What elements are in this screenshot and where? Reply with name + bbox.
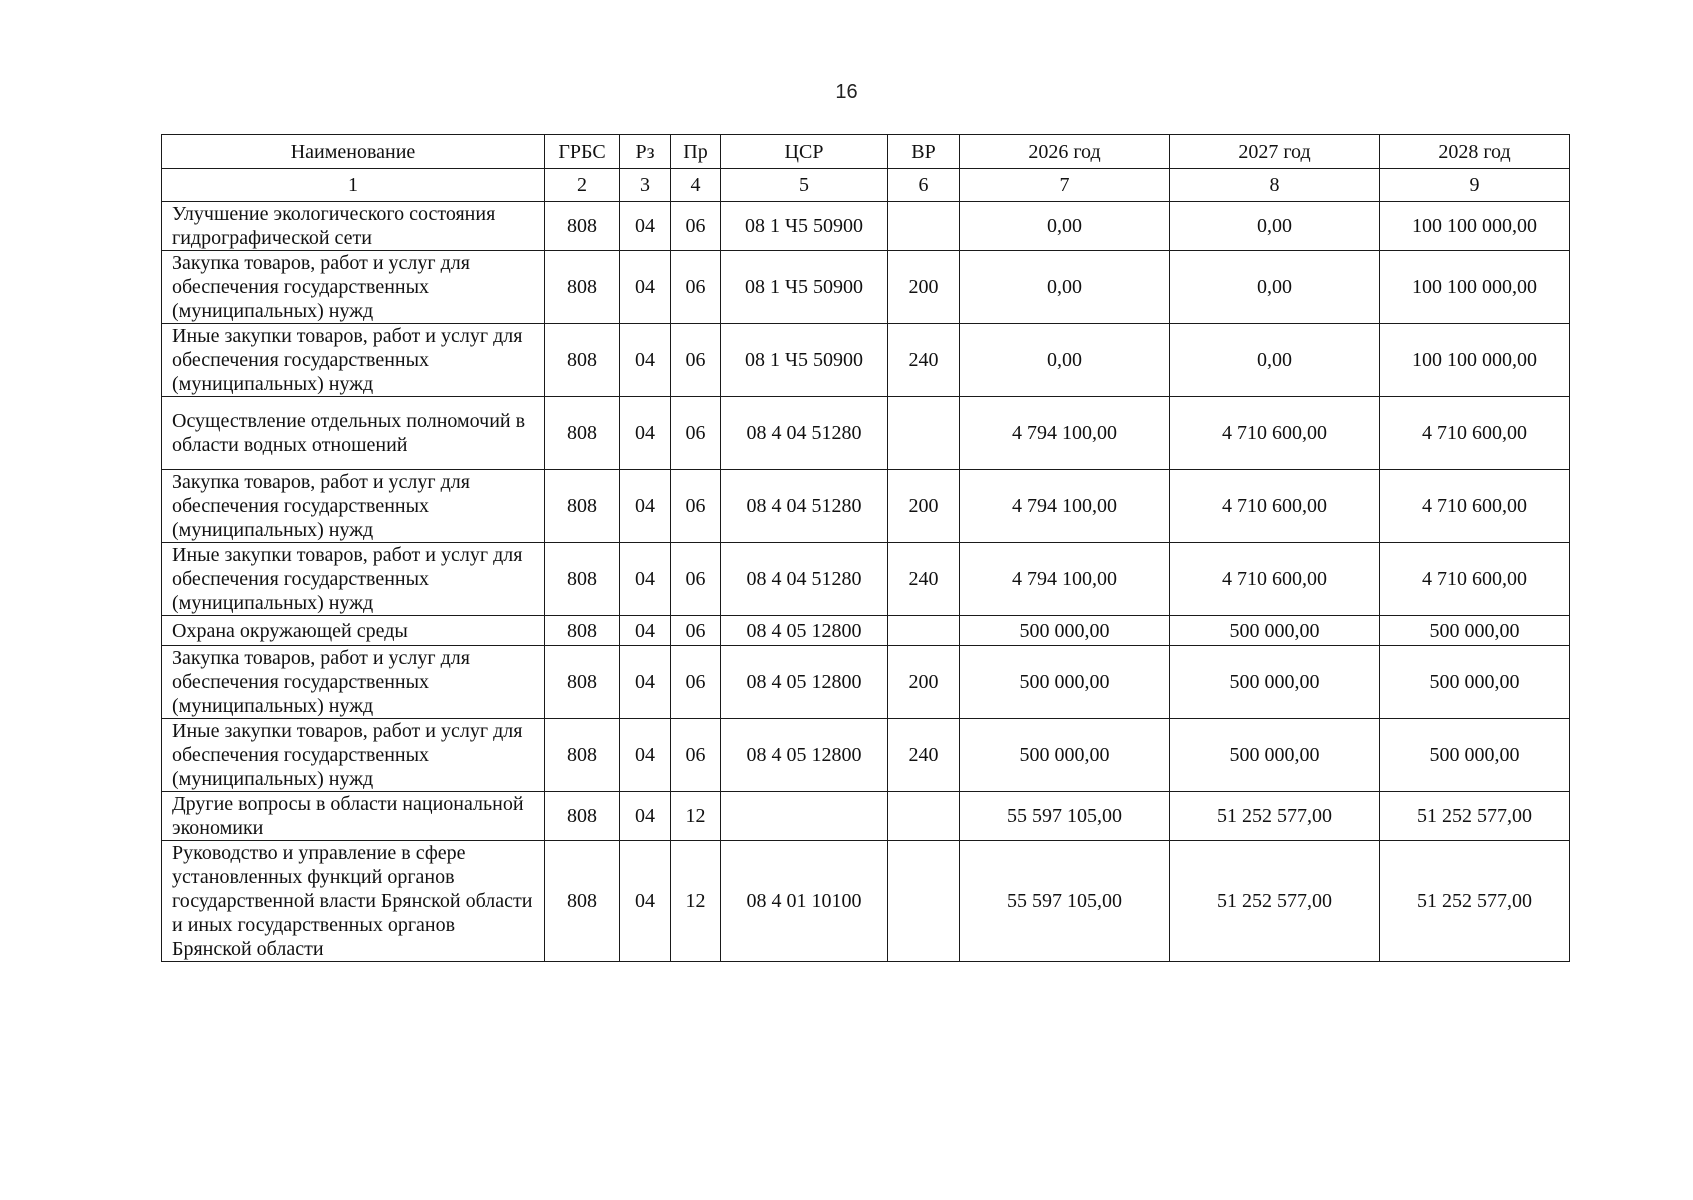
cell-rz: 04	[620, 792, 671, 841]
cell-grbs: 808	[545, 251, 620, 324]
header-pr: Пр	[671, 135, 721, 169]
cell-name: Руководство и управление в сфере установленных функций органов государственной власти Брянской области и иных государственных органов Брянской области	[162, 841, 545, 962]
table-row	[162, 251, 1570, 324]
column-number: 3	[620, 169, 671, 202]
header-grbs: ГРБС	[545, 135, 620, 169]
cell-grbs: 808	[545, 616, 620, 646]
cell-pr: 06	[671, 646, 721, 719]
cell-2026: 55 597 105,00	[960, 841, 1170, 962]
cell-2026: 0,00	[960, 202, 1170, 251]
cell-name: Иные закупки товаров, работ и услуг для обеспечения государственных (муниципальных) нужд	[162, 543, 545, 616]
cell-2028: 500 000,00	[1380, 616, 1570, 646]
cell-csr: 08 4 04 51280	[721, 470, 888, 543]
cell-2028: 4 710 600,00	[1380, 543, 1570, 616]
cell-pr: 06	[671, 470, 721, 543]
cell-csr: 08 4 05 12800	[721, 646, 888, 719]
cell-pr: 06	[671, 397, 721, 470]
header-2026: 2026 год	[960, 135, 1170, 169]
cell-name: Иные закупки товаров, работ и услуг для обеспечения государственных (муниципальных) нужд	[162, 324, 545, 397]
cell-2027: 51 252 577,00	[1170, 792, 1380, 841]
cell-grbs: 808	[545, 719, 620, 792]
cell-csr: 08 1 Ч5 50900	[721, 251, 888, 324]
cell-2026: 0,00	[960, 324, 1170, 397]
cell-2027: 4 710 600,00	[1170, 543, 1380, 616]
cell-csr: 08 1 Ч5 50900	[721, 202, 888, 251]
cell-grbs: 808	[545, 792, 620, 841]
table-row	[162, 324, 1570, 397]
column-number: 4	[671, 169, 721, 202]
cell-2026: 4 794 100,00	[960, 543, 1170, 616]
cell-vr: 240	[888, 719, 960, 792]
cell-rz: 04	[620, 397, 671, 470]
budget-table	[161, 134, 1570, 962]
cell-vr: 240	[888, 324, 960, 397]
cell-2028: 100 100 000,00	[1380, 202, 1570, 251]
cell-2026: 500 000,00	[960, 719, 1170, 792]
cell-name: Закупка товаров, работ и услуг для обеспечения государственных (муниципальных) нужд	[162, 251, 545, 324]
cell-2027: 51 252 577,00	[1170, 841, 1380, 962]
cell-2028: 51 252 577,00	[1380, 792, 1570, 841]
cell-csr: 08 1 Ч5 50900	[721, 324, 888, 397]
cell-rz: 04	[620, 324, 671, 397]
column-number: 2	[545, 169, 620, 202]
cell-2027: 4 710 600,00	[1170, 470, 1380, 543]
column-number: 6	[888, 169, 960, 202]
cell-pr: 12	[671, 841, 721, 962]
cell-name: Охрана окружающей среды	[162, 616, 545, 646]
cell-2027: 500 000,00	[1170, 646, 1380, 719]
cell-rz: 04	[620, 251, 671, 324]
cell-2026: 500 000,00	[960, 646, 1170, 719]
table-row	[162, 841, 1570, 962]
column-number: 1	[162, 169, 545, 202]
cell-2026: 4 794 100,00	[960, 470, 1170, 543]
cell-csr: 08 4 04 51280	[721, 543, 888, 616]
cell-vr	[888, 202, 960, 251]
cell-rz: 04	[620, 646, 671, 719]
cell-grbs: 808	[545, 470, 620, 543]
header-rz: Рз	[620, 135, 671, 169]
cell-rz: 04	[620, 543, 671, 616]
table-header-row	[162, 135, 1570, 169]
cell-grbs: 808	[545, 543, 620, 616]
cell-vr	[888, 397, 960, 470]
cell-vr	[888, 616, 960, 646]
cell-rz: 04	[620, 616, 671, 646]
cell-2027: 500 000,00	[1170, 616, 1380, 646]
column-number: 9	[1380, 169, 1570, 202]
cell-pr: 06	[671, 251, 721, 324]
table-row	[162, 202, 1570, 251]
cell-pr: 06	[671, 202, 721, 251]
cell-grbs: 808	[545, 646, 620, 719]
header-vr: ВР	[888, 135, 960, 169]
table-row	[162, 616, 1570, 646]
column-numbers-row	[162, 169, 1570, 202]
cell-rz: 04	[620, 202, 671, 251]
table-body	[162, 169, 1570, 962]
cell-rz: 04	[620, 719, 671, 792]
cell-2027: 500 000,00	[1170, 719, 1380, 792]
cell-2028: 4 710 600,00	[1380, 397, 1570, 470]
cell-2026: 0,00	[960, 251, 1170, 324]
cell-2028: 100 100 000,00	[1380, 324, 1570, 397]
cell-csr: 08 4 01 10100	[721, 841, 888, 962]
cell-csr: 08 4 05 12800	[721, 616, 888, 646]
cell-vr	[888, 841, 960, 962]
cell-rz: 04	[620, 841, 671, 962]
cell-2026: 4 794 100,00	[960, 397, 1170, 470]
cell-pr: 06	[671, 719, 721, 792]
table-row	[162, 719, 1570, 792]
cell-pr: 06	[671, 616, 721, 646]
cell-csr: 08 4 05 12800	[721, 719, 888, 792]
cell-grbs: 808	[545, 324, 620, 397]
cell-2028: 500 000,00	[1380, 719, 1570, 792]
table-row	[162, 792, 1570, 841]
cell-vr	[888, 792, 960, 841]
cell-2027: 0,00	[1170, 324, 1380, 397]
cell-grbs: 808	[545, 202, 620, 251]
cell-csr: 08 4 04 51280	[721, 397, 888, 470]
cell-name: Закупка товаров, работ и услуг для обеспечения государственных (муниципальных) нужд	[162, 470, 545, 543]
header-2028: 2028 год	[1380, 135, 1570, 169]
cell-vr: 200	[888, 470, 960, 543]
cell-2026: 55 597 105,00	[960, 792, 1170, 841]
header-csr: ЦСР	[721, 135, 888, 169]
cell-2028: 500 000,00	[1380, 646, 1570, 719]
header-2027: 2027 год	[1170, 135, 1380, 169]
cell-name: Закупка товаров, работ и услуг для обеспечения государственных (муниципальных) нужд	[162, 646, 545, 719]
cell-pr: 06	[671, 324, 721, 397]
cell-2026: 500 000,00	[960, 616, 1170, 646]
cell-grbs: 808	[545, 397, 620, 470]
cell-pr: 06	[671, 543, 721, 616]
cell-rz: 04	[620, 470, 671, 543]
column-number: 8	[1170, 169, 1380, 202]
cell-vr: 200	[888, 251, 960, 324]
cell-name: Улучшение экологического состояния гидрографической сети	[162, 202, 545, 251]
cell-name: Иные закупки товаров, работ и услуг для обеспечения государственных (муниципальных) нужд	[162, 719, 545, 792]
cell-name: Другие вопросы в области национальной экономики	[162, 792, 545, 841]
table-row	[162, 397, 1570, 470]
cell-2028: 4 710 600,00	[1380, 470, 1570, 543]
table-row	[162, 543, 1570, 616]
cell-2027: 0,00	[1170, 251, 1380, 324]
table-row	[162, 470, 1570, 543]
header-name: Наименование	[162, 135, 545, 169]
cell-pr: 12	[671, 792, 721, 841]
cell-vr: 200	[888, 646, 960, 719]
page-number: 16	[835, 81, 858, 103]
cell-2027: 4 710 600,00	[1170, 397, 1380, 470]
cell-csr	[721, 792, 888, 841]
column-number: 5	[721, 169, 888, 202]
cell-grbs: 808	[545, 841, 620, 962]
cell-2028: 100 100 000,00	[1380, 251, 1570, 324]
column-number: 7	[960, 169, 1170, 202]
cell-2028: 51 252 577,00	[1380, 841, 1570, 962]
table-row	[162, 646, 1570, 719]
cell-name: Осуществление отдельных полномочий в области водных отношений	[162, 397, 545, 470]
cell-vr: 240	[888, 543, 960, 616]
cell-2027: 0,00	[1170, 202, 1380, 251]
